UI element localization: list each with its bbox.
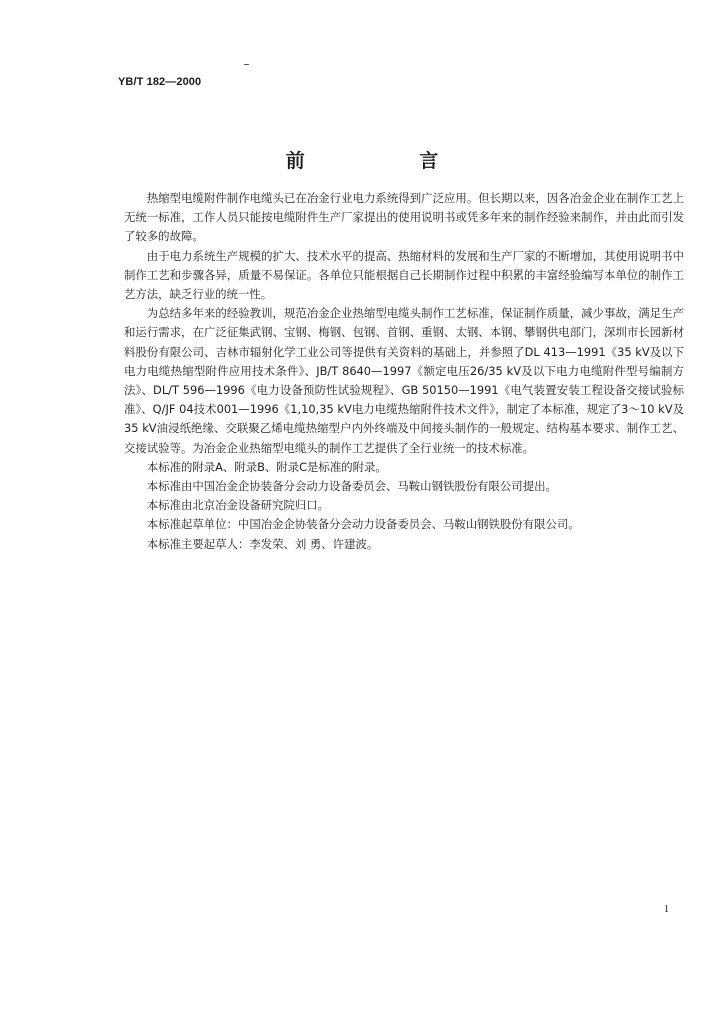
- paragraph: 本标准由中国冶金企协装备分会动力设备委员会、马鞍山钢铁股份有限公司提出。: [146, 479, 557, 494]
- page-number: 1: [664, 904, 669, 915]
- paragraph: 由于电力系统生产规模的扩大、技术水平的提高、热缩材料的发展和生产厂家的不断增加，其使用说明书中制作工艺和步骤各异，质量不易保证。各单位只能根据自己长期制作过程中积累的丰富经验编写本单位的制作工艺方法，缺乏行业的统一性。: [124, 248, 684, 302]
- paragraph: 本标准起草单位：中国冶金企协装备分会动力设备委员会、马鞍山钢铁股份有限公司。: [146, 517, 580, 532]
- foreword-body: [124, 189, 684, 554]
- paragraph: 本标准的附录A、附录B、附录C是标准的附录。: [146, 459, 387, 474]
- standard-code: YB/T 182—2000: [118, 76, 202, 88]
- paragraph: 为总结多年来的经验教训，规范冶金企业热缩型电缆头制作工艺标准，保证制作质量，减少事故，满足生产和运行需求，在广泛征集武钢、宝钢、梅钢、包钢、首钢、重钢、太钢、本钢、攀钢供电部门，深圳市长园新材料股份有限公司、吉林市辐射化学工业公司等提供有关资料的基础上，并参照了DL 413—1991《35 kV及以下电力电缆热缩型附件应用技术条件》、JB/T 8640—1997《额定电压26/35 kV及以下电力电缆附件型号编制方法》、DL/T 596—1996《电力设备预防性试验规程》、GB 50150—1991《电气装置安装工程设备交接试验标准》、Q/JF 04技术001—1996《1,10,35 kV电力电缆热缩附件技术文件》，制定了本标准，规定了3～10 kV及35 kV油浸纸绝缘、交联聚乙烯电缆热缩型户内外终端及中间接头制作的一般规定、结构基本要求、制作工艺、交接试验等。为冶金企业热缩型电缆头的制作工艺提供了全行业统一的技术标准。: [124, 306, 684, 455]
- header-mark: [244, 64, 249, 65]
- paragraph: 热缩型电缆附件制作电缆头已在冶金行业电力系统得到广泛应用。但长期以来，因各冶金企业在制作工艺上无统一标准，工作人员只能按电缆附件生产厂家提出的使用说明书或凭多年来的制作经验来制作，并由此而引发了较多的故障。: [124, 191, 684, 244]
- paragraph: 本标准主要起草人：李发荣、刘 勇、许建波。: [146, 536, 379, 551]
- page-title: 前 言: [285, 150, 493, 172]
- paragraph: 本标准由北京冶金设备研究院归口。: [146, 498, 330, 513]
